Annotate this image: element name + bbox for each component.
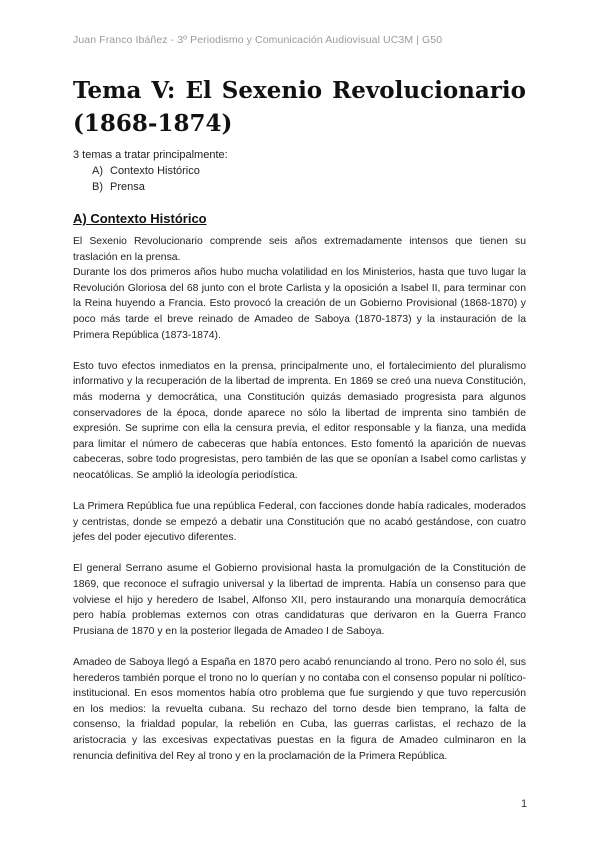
list-marker: B) — [92, 181, 103, 193]
section-body — [73, 234, 526, 780]
section-heading: A) Contexto Histórico — [73, 211, 207, 226]
document-title — [73, 74, 526, 140]
list-item — [73, 163, 228, 179]
paragraph: Durante los dos primeros años hubo mucha volatilidad en los Ministerios, hasta que tuvo lugar la Revolución Gloriosa del 68 junto con el brote Carlista y la oposición a Isabel II, para terminar con la Reina huyendo a Francia. Esto provocó la creación de un Gobierno Provisional (1868-1870) y poco más tarde el breve reinado de Amadeo de Saboya (1870-1873) y la instauración de la Primera República (1873-1874). — [73, 267, 526, 341]
paragraph: El Sexenio Revolucionario comprende seis años extremadamente intensos que tienen su traslación en la prensa. — [73, 236, 526, 263]
paragraph: La Primera República fue una república Federal, con facciones donde había radicales, moderados y centristas, donde se empezó a debatir una Constitución que no acabó gestándose, con cuatro jefes del poder ejecutivo diferentes. — [73, 501, 526, 544]
page-number: 1 — [521, 798, 528, 810]
topics-intro — [73, 147, 228, 195]
topics-list — [73, 163, 228, 195]
paragraph: Amadeo de Saboya llegó a España en 1870 pero acabó renunciando al trono. Pero no solo él, sus herederos también porque el trono no lo querían y no contaba con el consenso popular ni político-institucional. En esos momentos había otro problema que fue surgiendo y que tuvo repercusión en los medios: la revuelta cubana. Su rechazo del torno desde bien temprano, la falta de consenso, la frialdad popular, la rebelión en Cuba, las guerras carlistas, el rechazo de la aristocracia y las excesivas expectativas puestas en la figura de Amadeo culminaron en la renuncia definitiva del Rey al trono y en la proclamación de la Primera República. — [73, 657, 526, 762]
paragraph: El general Serrano asume el Gobierno provisional hasta la promulgación de la Constitución de 1869, que reconoce el sufragio universal y la libertad de imprenta. Había un consenso para que volviese el hijo y heredero de Isabel, Alfonso XII, pero instaurando una monarquía democrática pero había problemas externos con otras candidaturas que derivaron en la Guerra Franco Prusiana de 1870 y en la posterior llegada de Amadeo I de Saboya. — [73, 563, 526, 637]
list-item-label: Contexto Histórico — [110, 165, 200, 177]
title-line-1: Tema V: El Sexenio Revolucionario — [73, 77, 526, 104]
list-item — [73, 179, 228, 195]
list-marker: A) — [92, 165, 103, 177]
title-line-2: (1868-1874) — [73, 110, 233, 137]
list-item-label: Prensa — [110, 181, 145, 193]
paragraph: Esto tuvo efectos inmediatos en la prensa, principalmente uno, el fortalecimiento del pluralismo informativo y la recuperación de la libertad de imprenta. En 1869 se creó una nueva Constitución, más moderna y democrática, una Constitución quizás demasiado progresista para algunos conservadores de la época, donde aparece no sólo la libertad de imprenta sino también de expresión. Se suprime con ella la censura previa, el editor responsable y la fianza, una medida para limitar el número de cabeceras que había entonces. Esto fomentó la aparición de nuevas cabeceras, sobre todo progresistas, pero también de las que se oponían a Isabel como carlistas y neocatólicas. Se amplió la ideología periodística. — [73, 360, 526, 481]
page-header: Juan Franco Ibáñez - 3º Periodismo y Comunicación Audiovisual UC3M | G50 — [73, 34, 443, 46]
topics-lead: 3 temas a tratar principalmente: — [73, 149, 228, 161]
